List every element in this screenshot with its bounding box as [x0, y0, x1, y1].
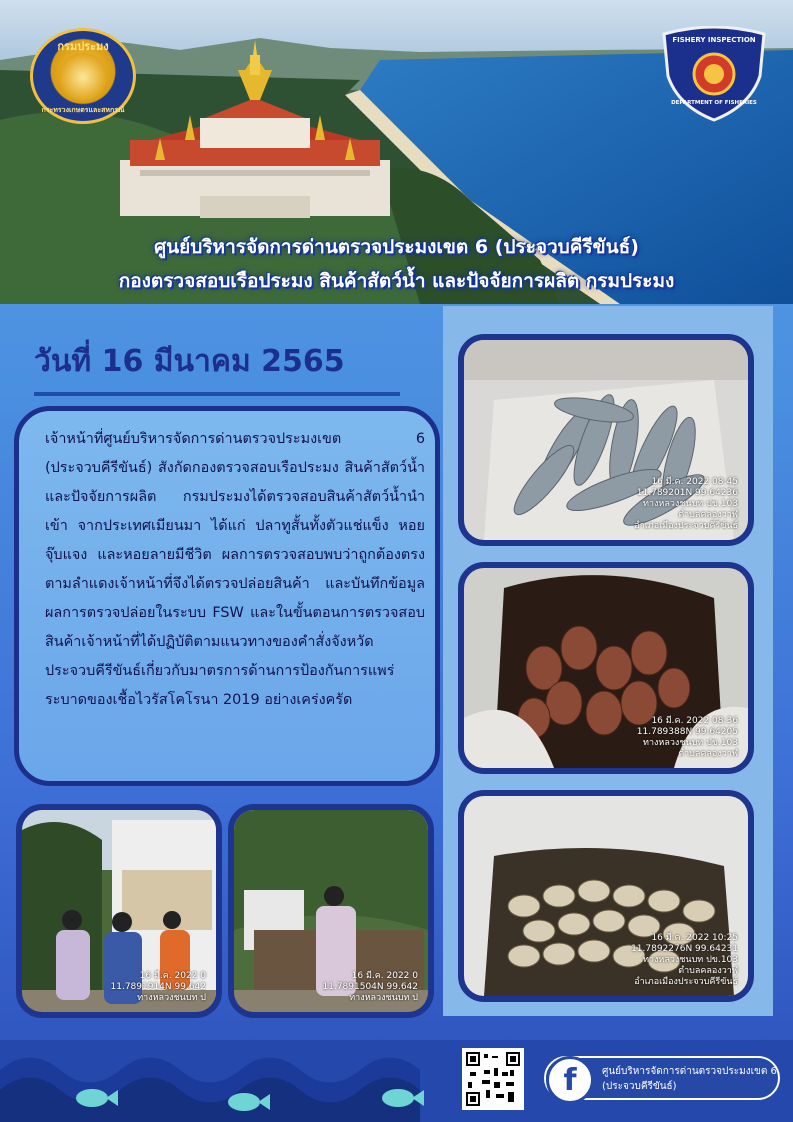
stamp-line: ตำบลคลองวาฬ: [678, 749, 738, 759]
photo-frozen-mackerel: [458, 334, 754, 546]
stamp-line: ตำบลคลองวาฬ: [678, 510, 738, 520]
news-date: วันที่ 16 มีนาคม 2565: [34, 344, 345, 379]
photo-truck-inspection-2: [228, 804, 434, 1018]
stamp-line: ทางหลวงชนบท ปข.103: [643, 955, 738, 965]
stamp-line: 16 มี.ค. 2022 08:45: [651, 477, 738, 487]
stamp-line: 16 มี.ค. 2022 0: [139, 971, 206, 981]
facebook-page-line2: (ประจวบคีรีขันธ์): [602, 1081, 677, 1092]
stamp-line: 16 มี.ค. 2022 10:25: [651, 933, 738, 943]
truck1-photo-stamp: [111, 971, 206, 1004]
photo-live-clams: [458, 790, 754, 1002]
facebook-page-line1: ศูนย์บริหารจัดการด่านตรวจประมงเขต 6: [602, 1066, 777, 1077]
stamp-line: ทางหลวงชนบท ป: [137, 993, 206, 1003]
stamp-line: ตำบลคลองวาฬ: [678, 966, 738, 976]
facebook-icon: f: [546, 1056, 594, 1104]
stamp-line: อำเภอเมืองประจวบคีรีขันธ์: [634, 977, 738, 987]
banner-title-line1: ศูนย์บริหารจัดการด่านตรวจประมงเขต 6 (ประจวบคีรีขันธ์): [154, 236, 639, 258]
news-body-box: [14, 406, 440, 786]
stamp-line: ทางหลวงชนบท ปข.103: [643, 499, 738, 509]
logo-left-top-text: กรมประมง: [57, 40, 109, 53]
stamp-line: 16 มี.ค. 2022 08:36: [651, 716, 738, 726]
stamp-line: 11.7892276N 99.64231: [631, 944, 738, 954]
stamp-line: อำเภอเมืองประจวบคีรีขันธ์: [634, 521, 738, 531]
fish-photo-stamp: [634, 477, 738, 532]
photo-truck-inspection-1: [16, 804, 222, 1018]
banner-title-line2: กองตรวจสอบเรือประมง สินค้าสัตว์น้ำ และปัจจัยการผลิต กรมประมง: [118, 270, 675, 292]
clam-photo-stamp: [631, 933, 738, 988]
header-banner: [0, 0, 793, 304]
logo-left-bottom-text: กระทรวงเกษตรและสหกรณ์: [41, 106, 125, 114]
department-of-fisheries-logo: [30, 28, 136, 124]
facebook-page-name: [602, 1064, 778, 1094]
truck2-photo-stamp: [323, 971, 418, 1004]
date-underline: [34, 392, 400, 396]
facebook-page-badge[interactable]: [544, 1056, 780, 1100]
fishery-inspection-logo: [660, 26, 768, 122]
stamp-line: ทางหลวงชนบท ปข.103: [643, 738, 738, 748]
news-body-text: เจ้าหน้าที่ศูนย์บริหารจัดการด่านตรวจประมงเขต 6 (ประจวบคีรีขันธ์) สังกัดกองตรวจสอบเรือประมง สินค้าสัตว์น้ำ และปัจจัยการผลิต กรมประมงได้ตรวจสอบสินค้าสัตว์น้ำนำเข้า จากประเทศเมียนมา ได้แก่ ปลาทูสั้นทั้งตัวแช่แข็ง หอยจุ๊บแจง และหอยลายมีชีวิต ผลการตรวจสอบพบว่าถูกต้องตรงตามลำแดงเจ้าหน้าที่จึงได้ตรวจปล่อยสินค้า และบันทึกข้อมูลผลการตรวจปล่อยในระบบ FSW และในขั้นตอนการตรวจสอบสินค้าเจ้าหน้าที่ได้ปฏิบัติตามแนวทางของคำสั่งจังหวัดประจวบคีรีขันธ์เกี่ยวกับมาตรการด้านการป้องกันการแพร่ระบาดของเชื้อไวรัสโคโรนา 2019 อย่างเคร่งครัด: [45, 431, 425, 708]
logo-right-top-text: FISHERY INSPECTION: [672, 36, 756, 44]
stamp-line: 11.7891504N 99.642: [322, 982, 418, 992]
photo-live-snails: [458, 562, 754, 774]
qr-code[interactable]: [462, 1048, 524, 1110]
stamp-line: 11.789201N 99.64236: [636, 488, 738, 498]
stamp-line: 16 มี.ค. 2022 0: [351, 971, 418, 981]
logo-right-bottom-text: DEPARTMENT OF FISHERIES: [671, 100, 757, 106]
stamp-line: 11.7891914N 99.642: [110, 982, 206, 992]
stamp-line: 11.789388N 99.64205: [636, 727, 738, 737]
stamp-line: ทางหลวงชนบท ป: [349, 993, 418, 1003]
snail-photo-stamp: [637, 716, 738, 760]
